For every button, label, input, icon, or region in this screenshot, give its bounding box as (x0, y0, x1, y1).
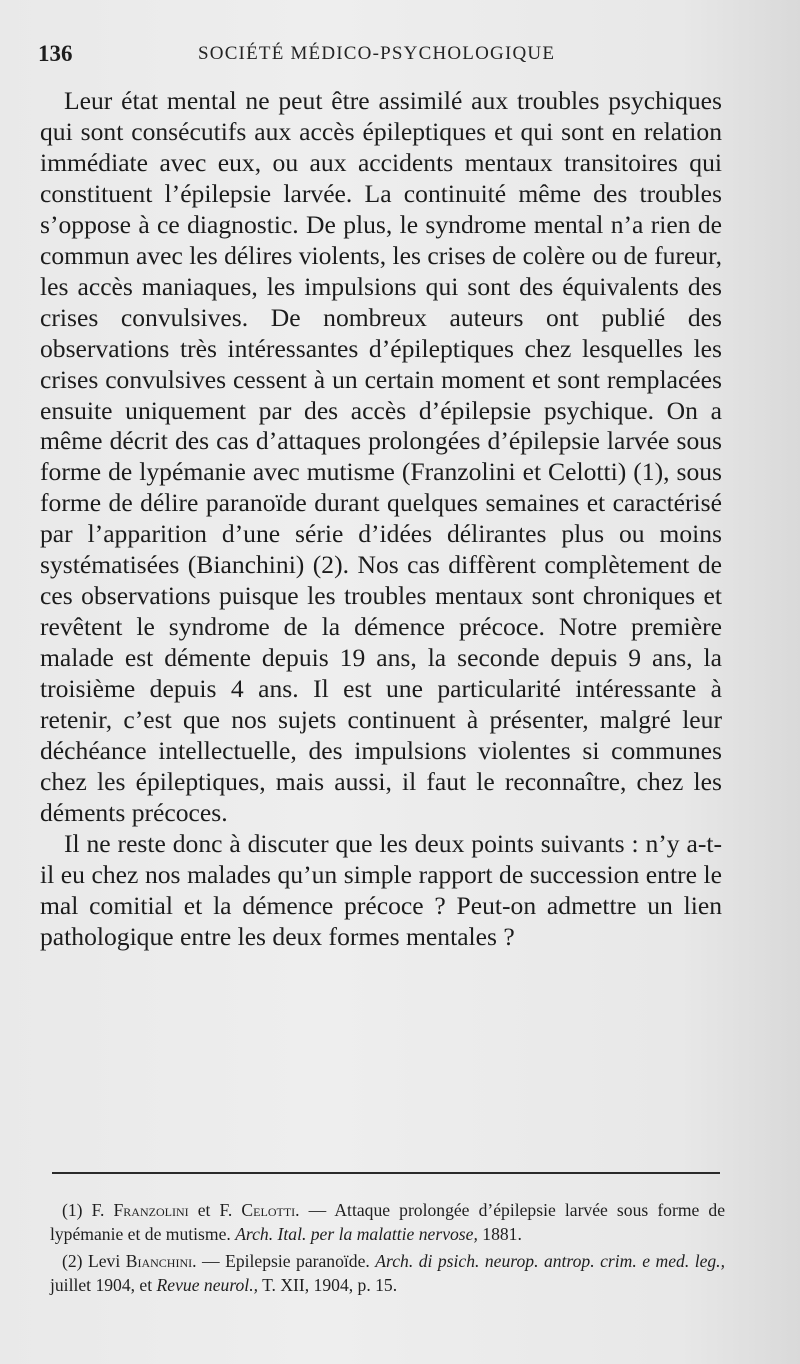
footnote-author-prefix: Levi (88, 1251, 121, 1271)
footnote-separator (52, 1172, 720, 1174)
footnote-journal: Arch. Ital. per la malattie nervose, (235, 1224, 478, 1244)
footnote-author-prefix: F. (91, 1200, 105, 1220)
footnote-details: 1881. (482, 1224, 522, 1244)
footnote-details: juillet 1904, et (50, 1275, 153, 1295)
footnote-author: Franzolini (113, 1200, 189, 1220)
body-text (40, 86, 722, 953)
footnote-details: T. XII, 1904, p. 15. (262, 1275, 398, 1295)
running-head (38, 38, 728, 70)
footnote-text: . — Attaque prolongée d’épilepsie larvée sous forme de lypémanie et de mutisme. (50, 1200, 726, 1244)
footnote-connector: et F. (197, 1200, 233, 1220)
paragraph-1: Leur état mental ne peut être assimilé aux troubles psychiques qui sont consécutifs aux accès épileptiques et qui sont en relation immédiate avec eux, ou aux accidents mentaux transitoires qui constituent l’épilepsie larvée. La continuité même des troubles s’oppose à ce diagnostic. De plus, le syndrome mental n’a rien de commun avec les délires violents, les crises de colère ou de fureur, les accès maniaques, les impulsions qui sont des équivalents des crises convulsives. De nombreux auteurs ont publié des observations très intéressantes d’épileptiques chez lesquelles les crises convulsives cessent à un certain moment et sont remplacées ensuite uniquement par des accès d’épilepsie psychique. On a même décrit des cas d’attaques prolongées d’épilepsie larvée sous forme de lypémanie avec mutisme (Franzolini et Celotti) (1), sous forme de délire paranoïde durant quelques semaines et caractérisé par l’apparition d’une série d’idées délirantes plus ou moins systématisées (Bianchini) (2). Nos cas diffèrent complètement de ces observations puisque les troubles mentaux sont chroniques et revêtent le syndrome de la démence précoce. Notre première malade est démente depuis 19 ans, la seconde depuis 9 ans, la troisième depuis 4 ans. Il est une particularité intéressante à retenir, c’est que nos sujets continuent à présenter, malgré leur déchéance intellectuelle, des impulsions violentes si communes chez les épileptiques, mais aussi, il faut le reconnaître, chez les déments précoces. (40, 86, 722, 827)
footnote-author: Bianchini (125, 1251, 193, 1271)
footnote-journal: Revue neurol., (156, 1275, 258, 1295)
footnotes (50, 1198, 725, 1300)
footnote-author: Celotti (241, 1200, 296, 1220)
footnote-marker: (2) (62, 1251, 83, 1271)
footnote-1 (50, 1198, 725, 1246)
footnote-journal: Arch. di psich. neurop. antrop. crim. e med. leg., (375, 1251, 725, 1271)
footnote-2 (50, 1249, 725, 1297)
page-number: 136 (38, 41, 73, 66)
paragraph-2: Il ne reste donc à discuter que les deux points suivants : n’y a-t-il eu chez nos malades qu’un simple rapport de succession entre le mal comitial et la démence précoce ? Peut-on admettre un lien pathologique entre les deux formes mentales ? (40, 828, 722, 951)
journal-title: SOCIÉTÉ MÉDICO-PSYCHOLOGIQUE (198, 43, 556, 64)
footnote-marker: (1) (62, 1200, 83, 1220)
footnote-text: . — Epilepsie paranoïde. (192, 1251, 370, 1271)
